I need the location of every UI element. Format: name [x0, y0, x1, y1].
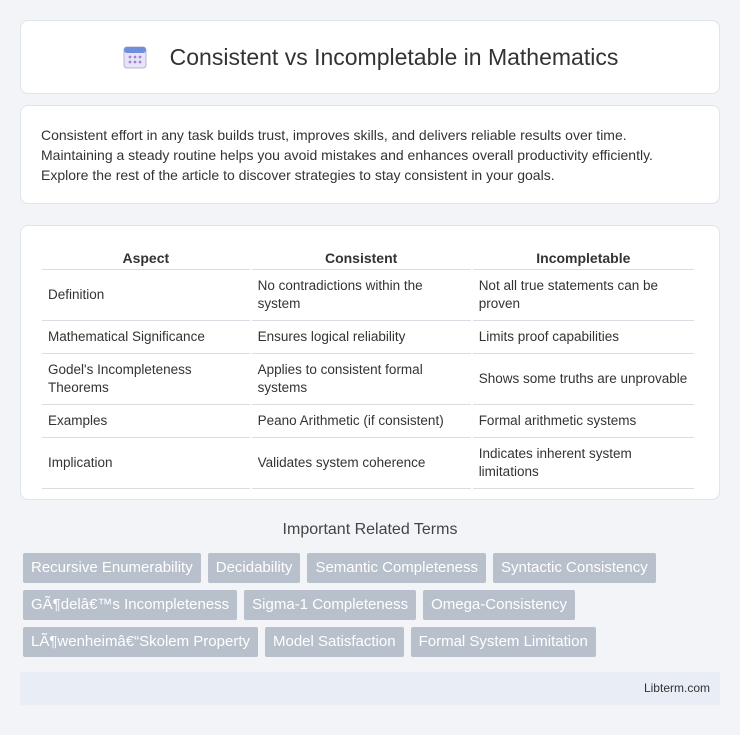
term-tag[interactable]: Syntactic Consistency: [493, 553, 656, 583]
header-card: [20, 20, 720, 94]
term-tag[interactable]: GÃ¶delâ€™s Incompleteness: [23, 590, 237, 620]
table-row: [42, 438, 694, 489]
table-row: [42, 270, 694, 321]
table-cell: Not all true statements can be proven: [473, 270, 694, 321]
table-header-row: [42, 246, 694, 270]
table-cell: Formal arithmetic systems: [473, 405, 694, 438]
table-row: [42, 321, 694, 354]
table-cell: Limits proof capabilities: [473, 321, 694, 354]
table-cell: Indicates inherent system limitations: [473, 438, 694, 489]
table-cell: Shows some truths are unprovable: [473, 354, 694, 405]
header-consistent: Consistent: [252, 246, 471, 270]
header-aspect: Aspect: [42, 246, 250, 270]
table-cell: Mathematical Significance: [42, 321, 250, 354]
table-cell: Godel's Incompleteness Theorems: [42, 354, 250, 405]
table-cell: Examples: [42, 405, 250, 438]
term-tag[interactable]: Model Satisfaction: [265, 627, 404, 657]
term-tag[interactable]: Sigma-1 Completeness: [244, 590, 416, 620]
calendar-icon: [122, 44, 148, 70]
table-row: [42, 405, 694, 438]
intro-text: Consistent effort in any task builds trust, improves skills, and delivers reliable results over time. Maintaining a steady routine helps you avoid mistakes and enhances overall productivity efficiently. Explore the rest of the article to discover strategies to stay consistent in your goals.: [41, 127, 653, 183]
table-cell: Ensures logical reliability: [252, 321, 471, 354]
intro-card: [20, 105, 720, 204]
related-terms-list: [23, 553, 723, 664]
term-tag[interactable]: Decidability: [208, 553, 301, 583]
header-incompletable: Incompletable: [473, 246, 694, 270]
term-tag[interactable]: Recursive Enumerability: [23, 553, 201, 583]
comparison-card: [20, 225, 720, 500]
term-tag[interactable]: LÃ¶wenheimâ€“Skolem Property: [23, 627, 258, 657]
table-cell: Peano Arithmetic (if consistent): [252, 405, 471, 438]
table-cell: Implication: [42, 438, 250, 489]
table-cell: Applies to consistent formal systems: [252, 354, 471, 405]
table-cell: Definition: [42, 270, 250, 321]
related-terms-title: Important Related Terms: [282, 521, 458, 538]
term-tag[interactable]: Semantic Completeness: [307, 553, 486, 583]
table-row: [42, 354, 694, 405]
table-cell: No contradictions within the system: [252, 270, 471, 321]
page-title: Consistent vs Incompletable in Mathematics: [169, 43, 619, 70]
footer-brand-link[interactable]: Libterm.com: [643, 681, 710, 695]
term-tag[interactable]: Omega-Consistency: [423, 590, 575, 620]
footer: [20, 672, 720, 705]
comparison-table: [40, 246, 696, 489]
table-cell: Validates system coherence: [252, 438, 471, 489]
term-tag[interactable]: Formal System Limitation: [411, 627, 596, 657]
